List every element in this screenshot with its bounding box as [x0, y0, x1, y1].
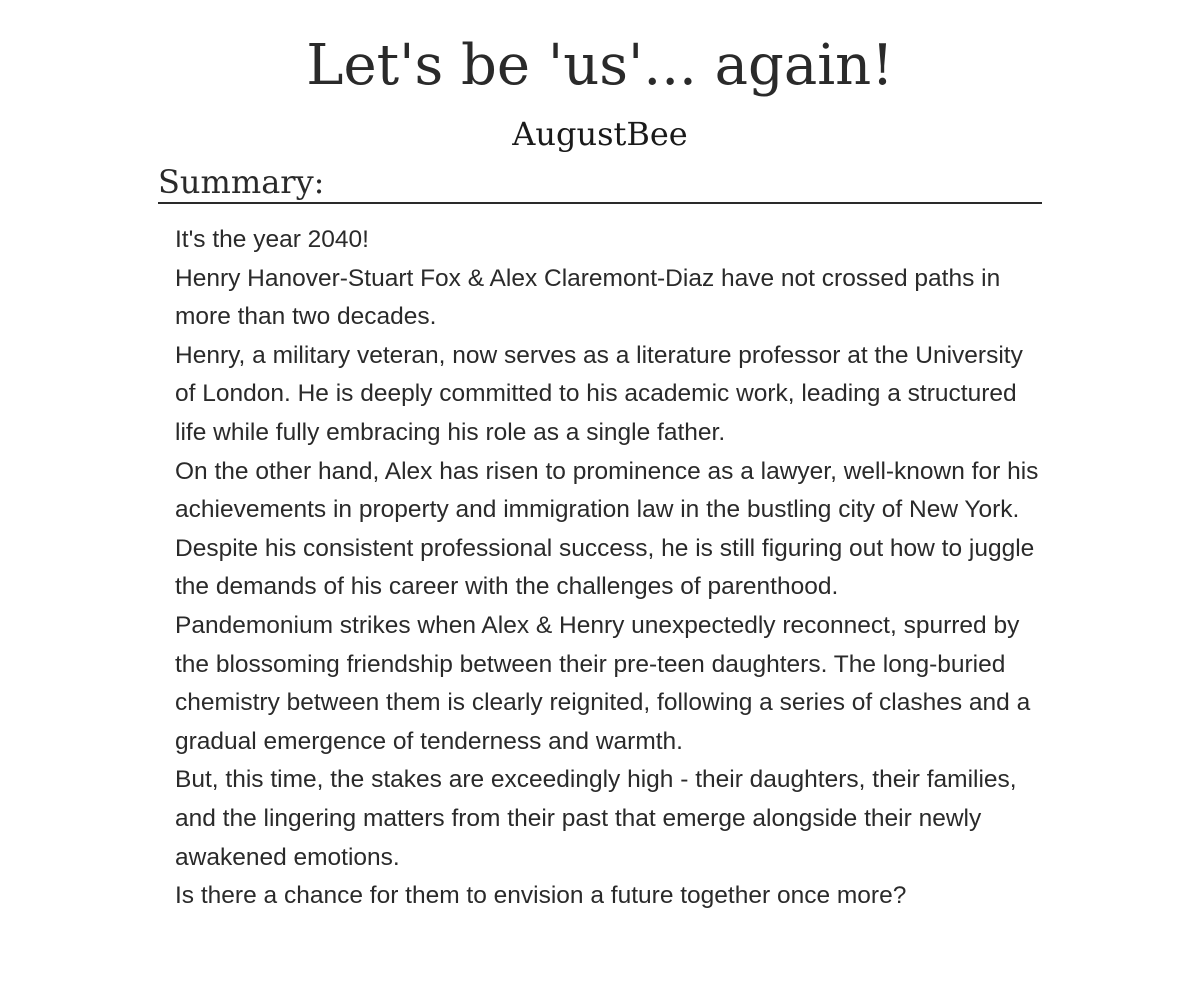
summary-paragraph: It's the year 2040! [175, 226, 369, 253]
summary-paragraph: But, this time, the stakes are exceedingly high - their daughters, their families, and the lingering matters from their past that emerge alongside their newly awakened emotions. [175, 766, 1017, 871]
summary-paragraph: On the other hand, Alex has risen to prominence as a lawyer, well-known for his achievements in property and immigration law in the bustling city of New York. Despite his consistent professional success, he is still figuring out how to juggle the demands of his career with the challenges of parenthood. [175, 457, 1039, 601]
summary-paragraph: Is there a chance for them to envision a future together once more? [175, 882, 907, 910]
summary-paragraph: Pandemonium strikes when Alex & Henry unexpectedly reconnect, spurred by the blossoming friendship between their pre-teen daughters. The long-buried chemistry between them is clearly reignited, following a series of clashes and a gradual emergence of tenderness and warmth. [175, 611, 1031, 755]
work-title: Let's be 'us'... again! [306, 33, 894, 98]
summary-paragraph: Henry Hanover-Stuart Fox & Alex Claremont-Diaz have not crossed paths in more than two decades. [175, 264, 1001, 331]
summary-heading: Summary: [158, 162, 1042, 204]
author-name[interactable]: AugustBee [512, 115, 688, 153]
summary-paragraph: Henry, a military veteran, now serves as a literature professor at the University of London. He is deeply committed to his academic work, leading a structured life while fully embracing his role as a single father. [175, 341, 1023, 446]
summary-body [175, 221, 1045, 916]
